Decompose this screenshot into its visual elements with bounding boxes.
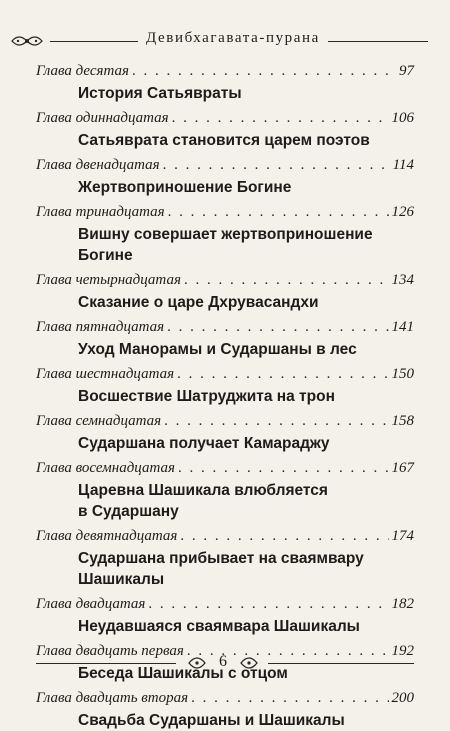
chapter-title: История Сатьявраты: [78, 85, 242, 102]
page-ref: 182: [391, 596, 414, 612]
chapter-title: в Сударшану: [78, 503, 179, 520]
dot-leader: [164, 413, 388, 430]
footer-ornament: [183, 650, 263, 676]
toc-entry: [36, 690, 414, 710]
page-ref: 174: [391, 528, 414, 544]
page-ref: 114: [392, 157, 414, 173]
toc-entry: [36, 528, 414, 548]
dot-leader: [178, 460, 389, 477]
dot-leader: [167, 319, 388, 336]
footer-rule-left: [36, 663, 176, 664]
chapter-label: Глава двадцатая: [36, 596, 146, 612]
chapter-label: Глава одиннадцатая: [36, 110, 169, 126]
chapter-label: Глава двадцать первая: [36, 643, 184, 659]
toc-entry: [36, 204, 414, 224]
page-ref: 134: [391, 272, 414, 288]
dot-leader: [191, 690, 388, 707]
chapter-title: Царевна Шашикала влюбляется: [78, 482, 328, 499]
chapter-title: Уход Манорамы и Сударшаны в лес: [78, 341, 357, 358]
page-ref: 106: [391, 110, 414, 126]
dot-leader: [177, 366, 388, 383]
chapter-label: Глава тринадцатая: [36, 204, 165, 220]
dot-leader: [163, 157, 390, 174]
page-ref: 158: [391, 413, 414, 429]
chapter-title: Жертвоприношение Богине: [78, 179, 292, 196]
chapter-title: Вишну совершает жертвоприношение: [78, 226, 373, 243]
page-ref: 141: [391, 319, 414, 335]
chapter-title: Неудавшаяся сваямвара Шашикалы: [78, 618, 360, 635]
chapter-title: Сударшана получает Камараджу: [78, 435, 330, 452]
page-ref: 167: [391, 460, 414, 476]
chapter-label: Глава десятая: [36, 63, 129, 79]
dot-leader: [148, 596, 388, 613]
chapter-title: Сатьяврата становится царем поэтов: [78, 132, 370, 149]
chapter-label: Глава пятнадцатая: [36, 319, 165, 335]
page-ref: 192: [391, 643, 414, 659]
chapter-title: Восшествие Шатруджита на трон: [78, 388, 335, 405]
chapter-label: Глава четырнадцатая: [36, 272, 181, 288]
toc-entry: [36, 63, 414, 83]
page-ref: 150: [391, 366, 414, 382]
page-number: 6: [219, 653, 227, 670]
chapter-label: Глава шестнадцатая: [36, 366, 175, 382]
toc-entry: [36, 596, 414, 616]
dot-leader: [132, 63, 396, 80]
dot-leader: [184, 272, 389, 289]
dot-leader: [180, 528, 388, 545]
chapter-title: Шашикалы: [78, 571, 165, 588]
toc-entry: [36, 110, 414, 130]
toc-entry: [36, 366, 414, 386]
toc-entry: [36, 413, 414, 433]
chapter-title: Свадьба Сударшаны и Шашикалы: [78, 712, 345, 729]
chapter-title: Богине: [78, 247, 133, 264]
page-ref: 97: [399, 63, 414, 79]
chapter-label: Глава двадцать вторая: [36, 690, 189, 706]
chapter-label: Глава девятнадцатая: [36, 528, 178, 544]
toc-entry: [36, 319, 414, 339]
chapter-label: Глава восемнадцатая: [36, 460, 175, 476]
toc-entry: [36, 460, 414, 480]
book-title: Девибхагавата-пурана: [138, 30, 328, 47]
page-ref: 200: [391, 690, 414, 706]
toc-entry: [36, 157, 414, 177]
dot-leader: [172, 110, 389, 127]
toc-entry: [36, 272, 414, 292]
footer-rule-right: [268, 663, 414, 664]
chapter-label: Глава двенадцатая: [36, 157, 160, 173]
page-ref: 126: [391, 204, 414, 220]
chapter-title: Сударшана прибывает на сваямвару: [78, 550, 364, 567]
chapter-title: Беседа Шашикалы с отцом: [78, 665, 288, 682]
page-footer: [0, 648, 450, 678]
chapter-label: Глава семнадцатая: [36, 413, 162, 429]
dot-leader: [168, 204, 389, 221]
chapter-title: Сказание о царе Дхрувасандхи: [78, 294, 319, 311]
